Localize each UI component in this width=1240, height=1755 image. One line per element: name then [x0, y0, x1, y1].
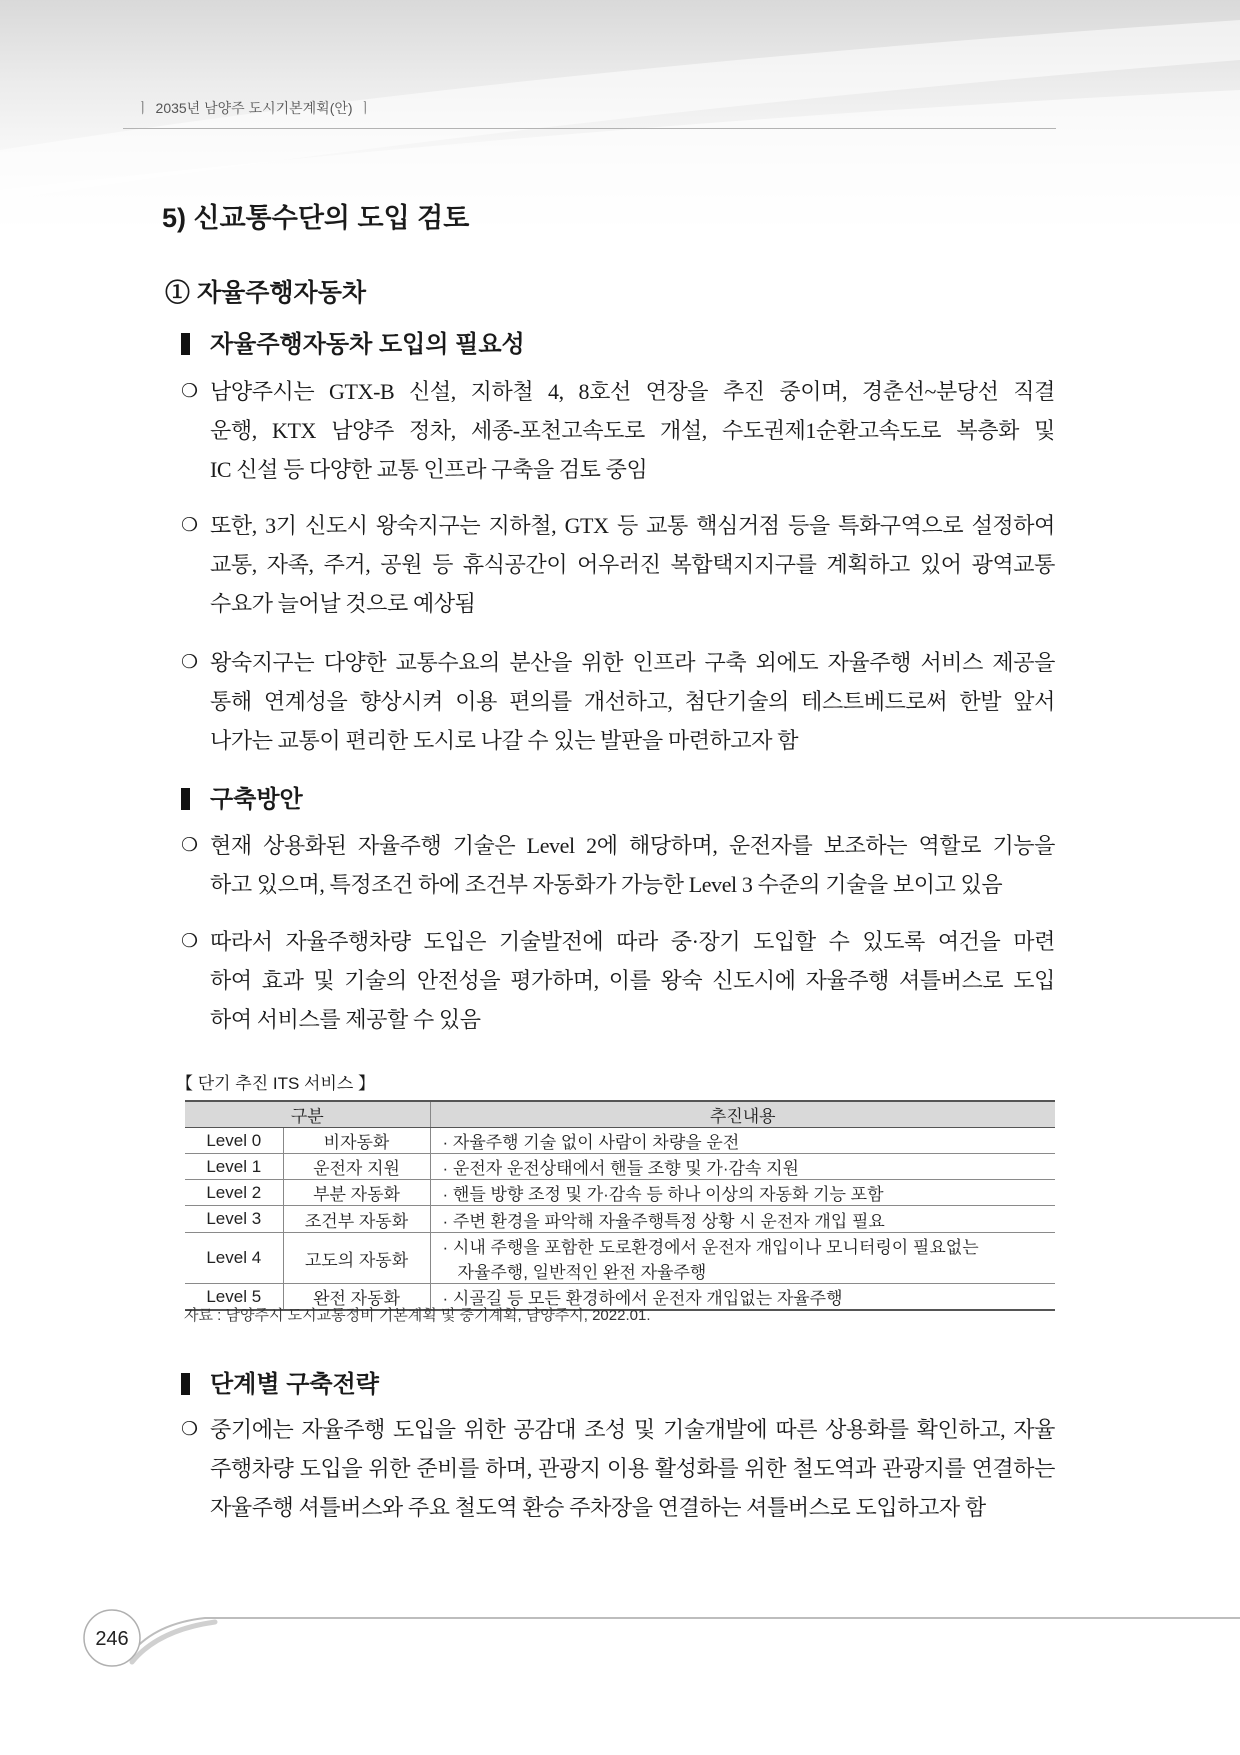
table-row	[185, 1233, 1055, 1284]
text-line: IC 신설 등 다양한 교통 인프라 구축을 검토 중임	[210, 457, 648, 482]
bullet-paragraph	[181, 372, 1056, 489]
table-row	[185, 1206, 1055, 1233]
text-line: 하고 있으며, 특정조건 하에 조건부 자동화가 가능한 Level 3 수준의 기술을 보이고 있음	[210, 872, 1003, 897]
text-line: 따라서 자율주행차량 도입은 기술발전에 따라 중·장기 도입할 수 있도록 여건을 마련	[210, 929, 1055, 954]
text-line: 현재 상용화된 자율주행 기술은 Level 2에 해당하며, 운전자를 보조하는 역할로 기능을	[210, 833, 1055, 858]
content-cell: · 주변 환경을 파악해 자율주행특정 상황 시 운전자 개입 필요	[430, 1206, 1055, 1233]
table-row	[185, 1180, 1055, 1206]
table-row	[185, 1154, 1055, 1180]
content-cell	[430, 1233, 1055, 1284]
level-cell: Level 0	[185, 1128, 283, 1154]
heading-text: 자율주행자동차 도입의 필요성	[210, 331, 525, 358]
name-cell: 운전자 지원	[283, 1154, 430, 1180]
text-line: 수요가 늘어날 것으로 예상됨	[210, 591, 476, 616]
header-rule	[123, 128, 1056, 129]
circle-bullet-icon: ❍	[181, 514, 199, 536]
header-separator: ㅣ	[358, 100, 373, 116]
text-line: 통해 연계성을 향상시켜 이용 편의를 개선하고, 첨단기술의 테스트베드로써 한발 앞서	[210, 689, 1055, 714]
bullet-paragraph	[181, 922, 1056, 1039]
text-line: 하여 서비스를 제공할 수 있음	[210, 1007, 481, 1032]
content-line: 자율주행, 일반적인 완전 자율주행	[457, 1263, 707, 1282]
text-line: 남양주시는 GTX-B 신설, 지하철 4, 8호선 연장을 추진 중이며, 경춘선~분당선 직결	[210, 379, 1055, 404]
table-source: 자료 : 남양주시 도시교통정비 기본계획 및 중기계획, 남양주시, 2022.01.	[184, 1307, 651, 1324]
running-header	[130, 99, 378, 117]
content-cell: · 자율주행 기술 없이 사람이 차량을 운전	[430, 1128, 1055, 1154]
heading-text: 구축방안	[210, 786, 303, 813]
section-title: 5) 신교통수단의 도입 검토	[162, 203, 470, 233]
circle-bullet-icon: ❍	[181, 380, 199, 402]
circle-bullet-icon: ❍	[181, 651, 199, 673]
name-cell: 고도의 자동화	[283, 1233, 430, 1284]
circle-bullet-icon: ❍	[181, 834, 199, 856]
level-cell: Level 3	[185, 1206, 283, 1233]
content-cell: · 핸들 방향 조정 및 가·감속 등 하나 이상의 자동화 기능 포함	[430, 1180, 1055, 1206]
heading-necessity	[181, 329, 525, 361]
name-cell: 비자동화	[283, 1128, 430, 1154]
header-title: 2035년 남양주 도시기본계획(안)	[155, 100, 353, 116]
level-cell: Level 5	[185, 1284, 283, 1311]
column-header-category: 구분	[185, 1101, 430, 1128]
text-line: 나가는 교통이 편리한 도시로 나갈 수 있는 발판을 마련하고자 함	[210, 728, 799, 753]
content-line: · 시내 주행을 포함한 도로환경에서 운전자 개입이나 모니터링이 필요없는	[442, 1238, 979, 1257]
text-line: 하여 효과 및 기술의 안전성을 평가하며, 이를 왕숙 신도시에 자율주행 셔틀버스로 도입	[210, 968, 1055, 993]
heading-bar-icon	[181, 788, 190, 810]
bullet-paragraph	[181, 506, 1056, 623]
bullet-paragraph	[181, 826, 1056, 904]
heading-bar-icon	[181, 1373, 190, 1395]
bullet-paragraph	[181, 1410, 1056, 1527]
content-cell: · 운전자 운전상태에서 핸들 조향 및 가·감속 지원	[430, 1154, 1055, 1180]
table-caption: 【 단기 추진 ITS 서비스 】	[176, 1074, 376, 1093]
heading-strategy	[181, 1369, 379, 1401]
header-separator: ㅣ	[136, 100, 150, 116]
column-header-content: 추진내용	[430, 1101, 1055, 1128]
table-row	[185, 1128, 1055, 1154]
level-cell: Level 4	[185, 1233, 283, 1284]
page-number: 246	[95, 1628, 129, 1650]
heading-text: 단계별 구축전략	[210, 1371, 379, 1398]
heading-bar-icon	[181, 333, 190, 355]
bullet-paragraph	[181, 643, 1056, 760]
content-cell: · 시골길 등 모든 환경하에서 운전자 개입없는 자율주행	[430, 1284, 1055, 1311]
name-cell: 조건부 자동화	[283, 1206, 430, 1233]
level-cell: Level 1	[185, 1154, 283, 1180]
name-cell: 완전 자동화	[283, 1284, 430, 1311]
name-cell: 부분 자동화	[283, 1180, 430, 1206]
circle-bullet-icon: ❍	[181, 930, 199, 952]
subsection-title: ① 자율주행자동차	[165, 279, 366, 307]
text-line: 또한, 3기 신도시 왕숙지구는 지하철, GTX 등 교통 핵심거점 등을 특화구역으로 설정하여	[210, 513, 1055, 538]
text-line: 주행차량 도입을 위한 준비를 하며, 관광지 이용 활성화를 위한 철도역과 관광지를 연결하는	[210, 1456, 1055, 1481]
text-line: 교통, 자족, 주거, 공원 등 휴식공간이 어우러진 복합택지지구를 계획하고 있어 광역교통	[210, 552, 1055, 577]
text-line: 운행, KTX 남양주 정차, 세종-포천고속도로 개설, 수도권제1순환고속도로 복층화 및	[210, 418, 1055, 443]
its-service-table	[185, 1100, 1055, 1311]
level-cell: Level 2	[185, 1180, 283, 1206]
heading-plan	[181, 784, 303, 816]
footer-swoosh-decoration	[0, 1580, 1240, 1700]
text-line: 자율주행 셔틀버스와 주요 철도역 환승 주차장을 연결하는 셔틀버스로 도입하고자 함	[210, 1495, 986, 1520]
text-line: 왕숙지구는 다양한 교통수요의 분산을 위한 인프라 구축 외에도 자율주행 서비스 제공을	[210, 650, 1055, 675]
circle-bullet-icon: ❍	[181, 1418, 199, 1440]
text-line: 중기에는 자율주행 도입을 위한 공감대 조성 및 기술개발에 따른 상용화를 확인하고, 자율	[210, 1417, 1055, 1442]
table-header-row	[185, 1101, 1055, 1128]
